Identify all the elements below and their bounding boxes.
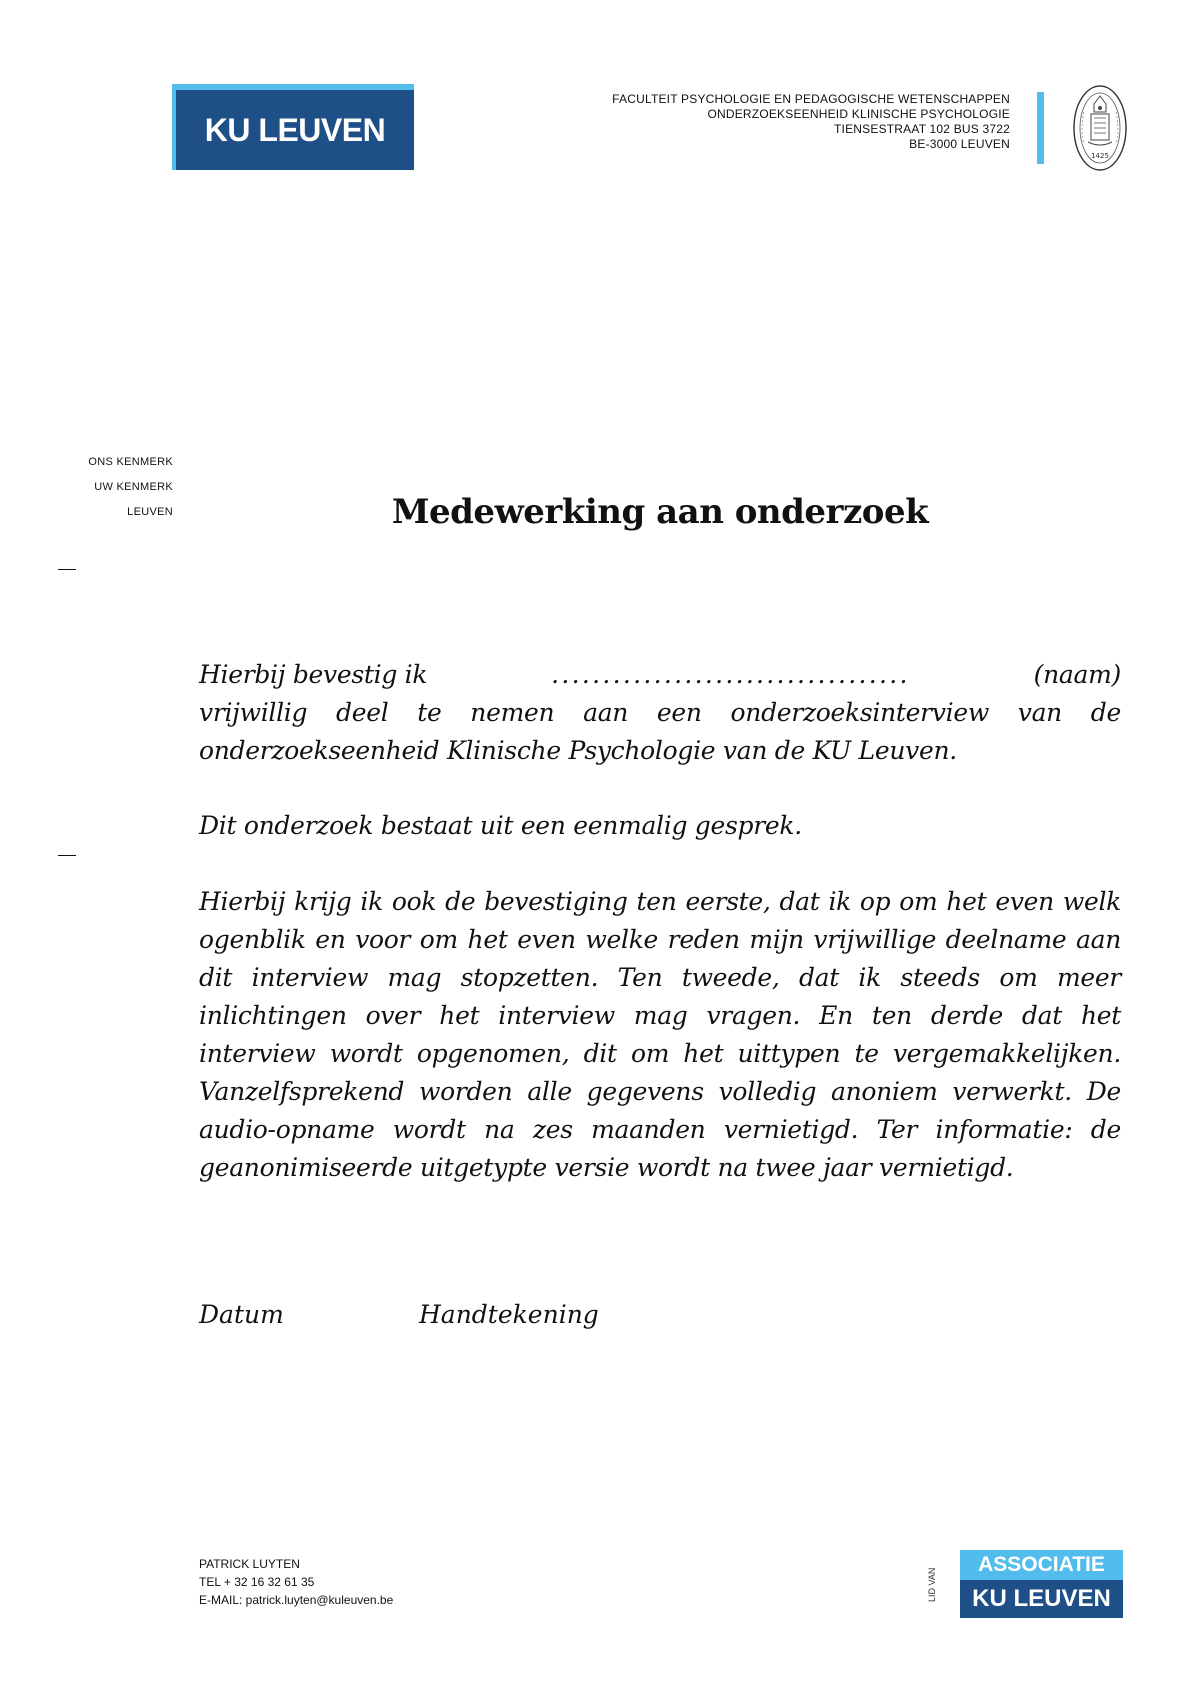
university-seal-icon [1070, 82, 1130, 174]
address-line: FACULTEIT PSYCHOLOGIE EN PEDAGOGISCHE WETENSCHAPPEN [612, 92, 1010, 106]
contact-phone: TEL + 32 16 32 61 35 [199, 1575, 315, 1589]
fold-mark [58, 855, 76, 856]
faculty-address [612, 92, 1010, 152]
address-line: TIENSESTRAAT 102 BUS 3722 [834, 122, 1010, 136]
date-label: Datum [199, 1300, 284, 1329]
consent-paragraph-3: Hierbij krijg ik ook de bevestiging ten eerste, dat ik op om het even welk ogenblik en voor om het even welke reden mijn vrijwillige deelname aan dit interview mag stopzetten. Ten tweede, dat ik steeds om meer inlichtingen over het interview mag vragen. En ten derde dat het interview wordt opgenomen, dit om het uittypen te vergemakkelijken. Vanzelfsprekend worden alle gegevens volledig anoniem verwerkt. De audio-opname wordt na zes maanden vernietigd. Ter informatie: de geanonimiseerde uitgetypte versie wordt na twee jaar vernietigd. [199, 887, 1121, 1182]
ku-leuven-logo [172, 84, 414, 170]
lid-van-label: LID VAN [927, 1567, 937, 1602]
associatie-text: ASSOCIATIE [960, 1550, 1123, 1580]
seal-year: 1425 [1091, 152, 1109, 160]
ons-kenmerk-label: ONS KENMERK [88, 456, 173, 468]
address-line: BE-3000 LEUVEN [909, 137, 1010, 151]
fold-mark [58, 569, 76, 570]
header-accent-bar [1037, 92, 1044, 164]
associatie-ku-leuven-text: KU LEUVEN [960, 1580, 1123, 1618]
uw-kenmerk-label: UW KENMERK [94, 481, 173, 493]
signature-label: Handtekening [419, 1300, 599, 1329]
consent-paragraph-1 [199, 656, 1121, 770]
address-line: ONDERZOEKSEENHEID KLINISCHE PSYCHOLOGIE [707, 107, 1010, 121]
document-title: Medewerking aan onderzoek [391, 492, 929, 532]
contact-email: E-MAIL: patrick.luyten@kuleuven.be [199, 1593, 394, 1607]
intro-text: Hierbij bevestig ik [199, 660, 428, 689]
name-line [199, 656, 1121, 694]
name-fill-in-dots: ................................... [551, 660, 910, 689]
associatie-logo [960, 1550, 1123, 1618]
paragraph-1-rest: vrijwillig deel te nemen aan een onderzoeksinterview van de onderzoekseenheid Klinische Psychologie van de KU Leuven. [199, 698, 1121, 765]
consent-paragraph-2: Dit onderzoek bestaat uit een eenmalig gesprek. [199, 811, 802, 840]
logo-text: KU LEUVEN [204, 111, 386, 148]
place-label: LEUVEN [127, 506, 173, 518]
name-hint: (naam) [1033, 660, 1121, 689]
footer-contact [199, 1555, 393, 1609]
contact-name: PATRICK LUYTEN [199, 1557, 300, 1571]
